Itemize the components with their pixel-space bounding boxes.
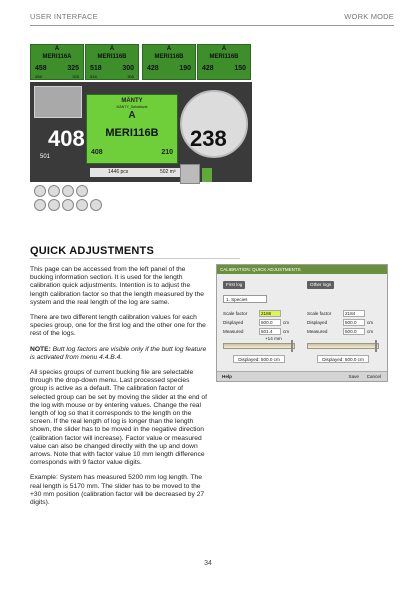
left-small-value: 501 (40, 154, 51, 160)
note-label: NOTE: (30, 345, 51, 353)
pieces-count: 1446 pcs (108, 169, 129, 175)
species-sub: MÄNTY_Sahattavat (116, 105, 148, 109)
tile-value-left: 458 (35, 65, 47, 72)
page-number: 34 (204, 560, 212, 567)
product-tile-1 (30, 44, 84, 80)
diameter-readout: 238 (190, 126, 227, 151)
work-mode-screen-figure (30, 44, 252, 184)
header-section: USER INTERFACE (30, 12, 98, 21)
callout-marker (34, 185, 46, 197)
tile-grade: A (221, 46, 227, 52)
grade-label: A (128, 110, 136, 121)
measured-input[interactable]: 501.4 (259, 328, 281, 335)
measured-label: Measured (307, 329, 328, 334)
paragraph: Example: System has measured 5200 mm log length. The real length is 5170 mm. The slider has to be moved to the +30 mm position (calibration factor will be decreased by 27 digits). (30, 474, 205, 507)
unit-label: cm (283, 329, 290, 334)
section-body (30, 266, 208, 514)
callout-marker (34, 199, 46, 211)
tile-name: MERI116A (42, 54, 72, 60)
log-image-box (34, 86, 82, 118)
displayed-label: Displayed (307, 320, 328, 325)
species-select[interactable]: 1. Species (223, 295, 267, 303)
tile-grade: A (54, 46, 60, 52)
numbered-callouts (34, 185, 114, 215)
scale-factor-label: Scale factor (223, 311, 248, 316)
scale-factor-label: Scale factor (307, 311, 332, 316)
tile-value-left: 518 (90, 65, 102, 72)
tile-name: MERI116B (97, 54, 127, 60)
callout-marker (48, 199, 60, 211)
product-tile-4 (197, 44, 251, 80)
dialog-footer (217, 371, 387, 381)
tile-name: MERI116B (209, 54, 239, 60)
scale-factor-input[interactable]: 2186 (259, 310, 281, 317)
callout-marker (76, 199, 88, 211)
cancel-button[interactable]: Cancel (366, 374, 381, 379)
help-button[interactable]: Help (222, 374, 232, 379)
panel-bottom-left: 408 (91, 149, 103, 156)
displayed-readout-first: Displayed: 500.0 cm (233, 355, 285, 363)
length-readout: 408 (48, 126, 85, 151)
callout-marker (62, 185, 74, 197)
measured-label: Measured (223, 329, 244, 334)
callout-marker (62, 199, 74, 211)
tile-value-right: 150 (234, 65, 246, 72)
note-paragraph (30, 346, 208, 362)
callout-marker (48, 185, 60, 197)
tile-value-left: 428 (147, 65, 159, 72)
product-name: MERI116B (105, 127, 159, 139)
note-text: Butt log factors are visible only if the butt log feature is activated from menu 4.4.B.4. (30, 345, 207, 361)
totals-bar (90, 168, 194, 177)
section-title: QUICK ADJUSTMENTS (30, 245, 154, 257)
tile-name: MERI116B (154, 54, 184, 60)
tab-other-logs[interactable]: Other logs (307, 281, 334, 289)
mini-level-bar (202, 168, 212, 182)
tile-value-left: 428 (202, 65, 214, 72)
header-rule (30, 25, 394, 26)
species-name: MÄNTY (121, 98, 143, 104)
product-tile-3 (142, 44, 196, 80)
section-rule (30, 258, 240, 259)
tab-first-log[interactable]: First log (223, 281, 245, 289)
tile-value-right: 300 (122, 65, 134, 72)
panel-bottom-right: 210 (161, 149, 173, 156)
length-slider-handle-other[interactable] (375, 340, 377, 352)
paragraph: All species groups of current bucking file are selectable through the drop-down menu. Last processed species group is active as a default. The calibration factor of selected group can be set by moving the slider at the end of the log with mouse or by entering values. Change the real length of log so that it corresponds to the length on the screen. If the real length of log is longer than the length shown, the slider has to be moved in the negative direction (calibration factor will increase). Factor value or measured value can also be changed directly with the up and down arrows. Note that with factor value 10 mm length difference corresponds with 9 factor value digits. (30, 369, 207, 467)
tile-small-right: 325 (72, 74, 79, 79)
dialog-title: CALIBRATION: QUICK ADJUSTMENTS (217, 265, 387, 274)
product-tile-2 (85, 44, 139, 80)
tile-small-left: 518 (90, 74, 97, 79)
length-slider-track-other[interactable] (307, 343, 379, 349)
unit-label: cm (283, 320, 290, 325)
paragraph: There are two different length calibration values for each species group, one for the first log and the other one for the rest of the logs. (30, 314, 206, 338)
tile-small-left: 458 (35, 74, 42, 79)
calibration-dialog (216, 264, 388, 382)
displayed-readout-other: Displayed: 500.0 cm (317, 355, 369, 363)
current-product-panel (86, 94, 178, 164)
displayed-label: Displayed (223, 320, 244, 325)
scale-factor-input[interactable]: 2184 (343, 310, 365, 317)
length-slider-track-first[interactable] (223, 343, 295, 349)
measured-input[interactable]: 500.0 (343, 328, 365, 335)
displayed-value: 500.0 (343, 319, 365, 326)
save-button[interactable]: Save (348, 374, 359, 379)
page-header (30, 12, 394, 24)
slider-offset-label: +14 mm (265, 336, 282, 341)
unit-label: cm (367, 320, 374, 325)
tile-value-right: 190 (179, 65, 191, 72)
length-slider-handle-first[interactable] (291, 340, 293, 352)
header-mode: WORK MODE (344, 12, 394, 21)
tile-small-right: 300 (127, 74, 134, 79)
mini-status-icon (180, 164, 200, 184)
tile-value-right: 325 (67, 65, 79, 72)
unit-label: cm (367, 329, 374, 334)
displayed-value: 500.0 (259, 319, 281, 326)
paragraph: This page can be accessed from the left panel of the bucking information section. It is used for the length calibration quick adjustments. Intention is to adjust the length calibration factor so that the length measured by the system and the real length of the log are same. (30, 266, 204, 306)
callout-marker (90, 199, 102, 211)
callout-marker (76, 185, 88, 197)
tile-grade: A (166, 46, 172, 52)
tile-grade: A (109, 46, 115, 52)
volume-total: 502 m³ (160, 169, 176, 175)
